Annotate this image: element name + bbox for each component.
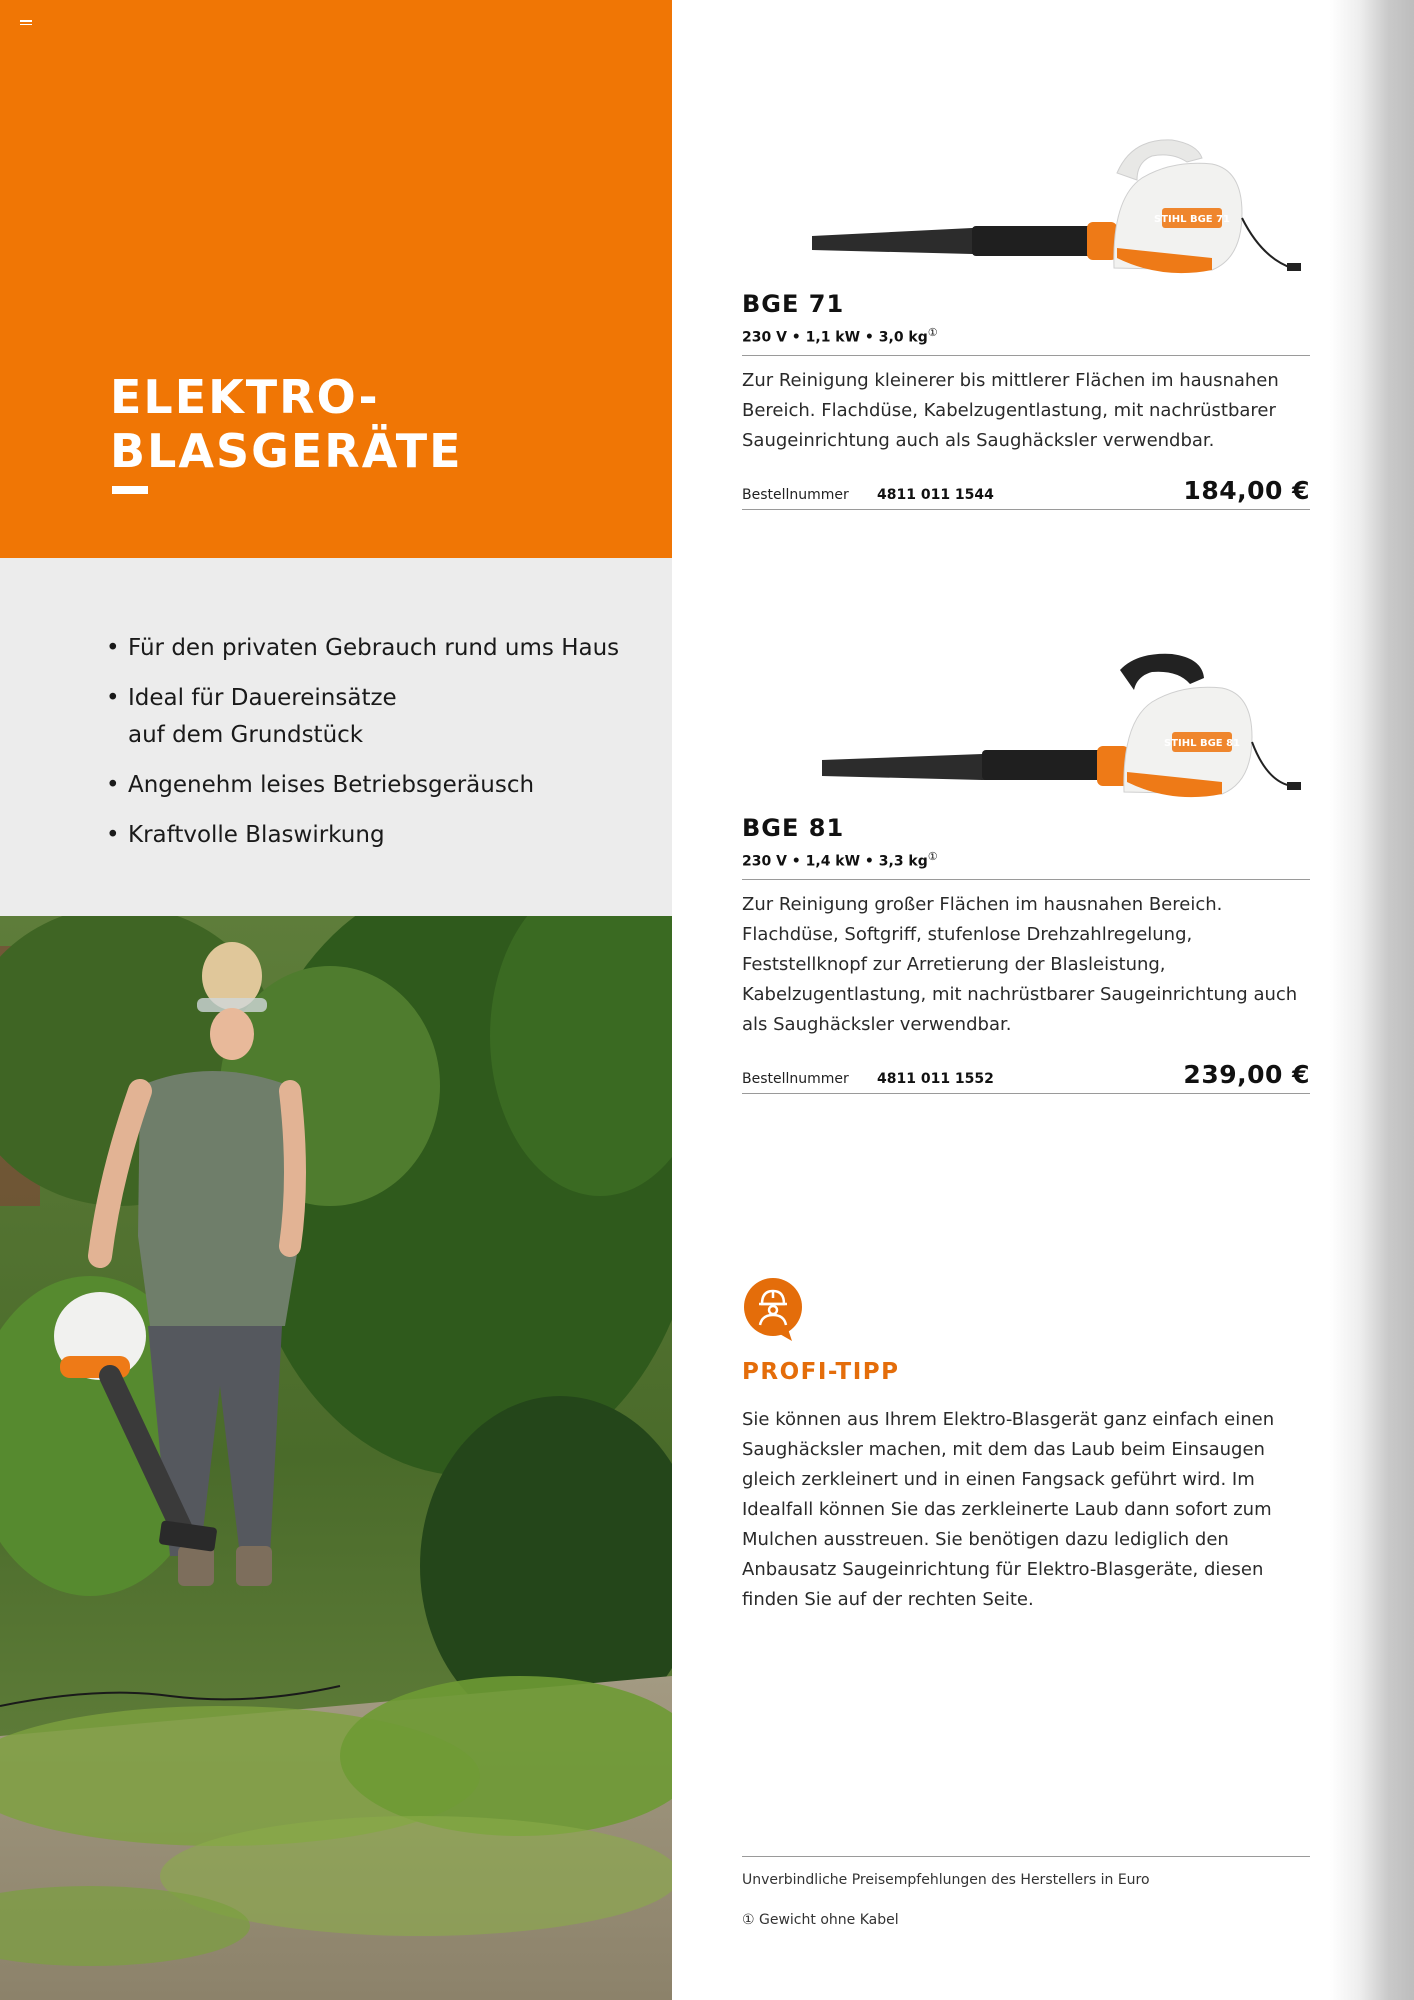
title-underline [112, 486, 148, 494]
product-image [742, 642, 1310, 812]
weight-footnote: ① Gewicht ohne Kabel [742, 1912, 899, 1928]
order-row [742, 1060, 1310, 1094]
tip-text: Sie können aus Ihrem Elektro-Blasgerät ganz einfach einen Saughäcksler machen, mit dem das Laub beim Einsaugen gleich zerkleinert und in einen Fangsack geführt wird. Im Idealfall können Sie das zerkleinerte Laub dann sofort zum Mulchen ausstreuen. Sie benötigen dazu lediglich den Anbausatz Saugeinrichtung für Elektro-Blasgeräte, diesen finden Sie auf der rechten Seite. [742, 1409, 1275, 1610]
garden-photo [0, 916, 672, 2000]
feature-item [104, 767, 619, 804]
product-name: BGE 71 [742, 290, 845, 318]
price-footnote: Unverbindliche Preisempfehlungen des Herstellers in Euro [742, 1872, 1150, 1888]
worker-helmet-icon [742, 1277, 804, 1341]
feature-item [104, 817, 619, 854]
hero-panel [0, 0, 672, 558]
feature-text: Angenehm leises Betriebsgeräusch [128, 772, 535, 798]
menu-icon[interactable] [20, 20, 32, 30]
product-image-label: STIHL BGE 71 [1153, 214, 1231, 225]
page-fold-shadow [1330, 0, 1414, 2000]
product-price: 239,00 € [1183, 1059, 1310, 1089]
order-label: Bestellnummer [742, 1070, 849, 1087]
product-specs [742, 846, 1310, 880]
features-panel [0, 558, 672, 916]
footnotes [742, 1856, 1310, 1931]
footnote-marker-icon: ① [927, 850, 938, 863]
bullet-icon: • [106, 635, 120, 661]
feature-item [104, 630, 619, 667]
product-card [742, 642, 1310, 1094]
feature-text: Kraftvolle Blaswirkung [128, 822, 385, 848]
product-specs-text: 230 V • 1,1 kW • 3,0 kg [742, 329, 928, 346]
order-number: 4811 011 1544 [877, 486, 994, 503]
footnote-marker-icon: ① [927, 326, 938, 339]
product-specs [742, 322, 1310, 356]
product-image-label: STIHL BGE 81 [1163, 738, 1241, 749]
feature-list [104, 630, 619, 867]
section-title-line-2: BLASGERÄTE [110, 424, 463, 478]
feature-text: Für den privaten Gebrauch rund ums Haus [128, 635, 620, 661]
tip-title: PROFI-TIPP [742, 1359, 900, 1385]
bullet-icon: • [106, 822, 120, 848]
product-specs-text: 230 V • 1,4 kW • 3,3 kg [742, 853, 928, 870]
product-price: 184,00 € [1183, 475, 1310, 505]
feature-text: Ideal für Dauereinsätze auf dem Grundstück [128, 685, 397, 748]
feature-item [104, 680, 619, 754]
section-title [110, 370, 463, 478]
left-column [0, 0, 672, 2000]
product-name: BGE 81 [742, 814, 845, 842]
order-number: 4811 011 1552 [877, 1070, 994, 1087]
product-description: Zur Reinigung großer Flächen im hausnahen Bereich. Flachdüse, Softgriff, stufenlose Drehzahlregelung, Feststellknopf zur Arretierung der Blasleistung, Kabelzugentlastung, mit nachrüstbarer Saugeinrichtung auch als Saughäcksler verwendbar. [742, 893, 1298, 1035]
profi-tip [742, 1277, 1310, 1615]
garden-photo-illustration [0, 916, 672, 2000]
leaf-blower-illustration [742, 642, 1310, 812]
product-description: Zur Reinigung kleinerer bis mittlerer Flächen im hausnahen Bereich. Flachdüse, Kabelzugentlastung, mit nachrüstbarer Saugeinrichtung auch als Saughäcksler verwendbar. [742, 369, 1279, 451]
product-card [742, 118, 1310, 510]
product-image [742, 118, 1310, 288]
order-label: Bestellnummer [742, 486, 849, 503]
bullet-icon: • [106, 772, 120, 798]
order-row [742, 476, 1310, 510]
bullet-icon: • [106, 685, 120, 711]
leaf-blower-illustration [742, 118, 1310, 288]
section-title-line-1: ELEKTRO- [110, 370, 380, 424]
